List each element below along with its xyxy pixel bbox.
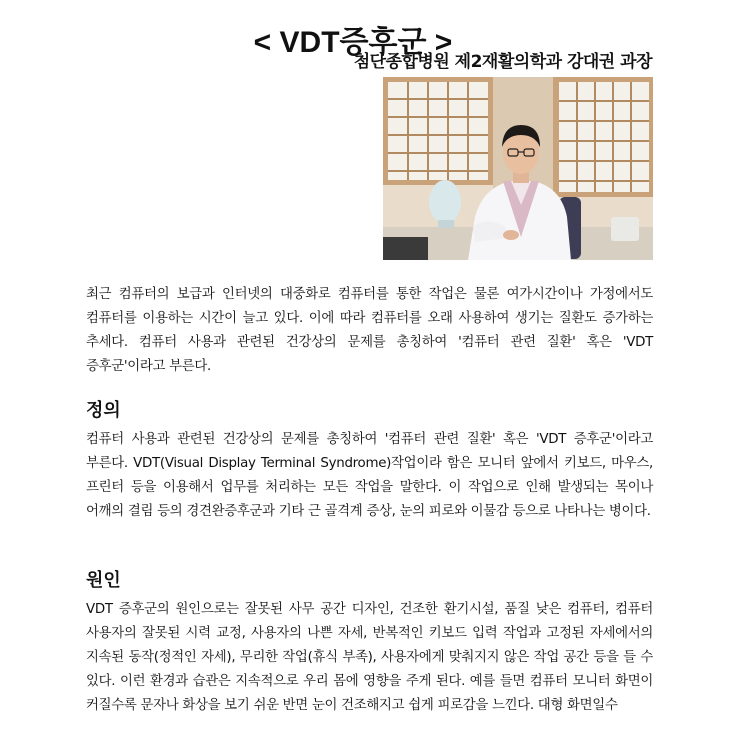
intro-paragraph: 최근 컴퓨터의 보급과 인터넷의 대중화로 컴퓨터를 통한 작업은 물론 여가시간이나 가정에서도 컴퓨터를 이용하는 시간이 늘고 있다. 이에 따라 컴퓨터를 오래 사용하여 생기는 질환도 증가하는 추세다. 컴퓨터 사용과 관련된 건강상의 문제를 총칭하여 '컴퓨터 관련 질환' 혹은 'VDT 증후군'이라고 부른다.: [86, 287, 653, 374]
author-line: 첨단종합병원 제2재활의학과 강대권 과장: [353, 52, 652, 72]
section-heading-definition: 정의: [86, 400, 121, 421]
document-title: < VDT증후군 >: [253, 26, 453, 60]
doctor-photo-illustration: [383, 77, 653, 260]
section-heading-cause: 원인: [86, 570, 121, 591]
doctor-photo: [383, 77, 653, 260]
cause-paragraph: VDT 증후군의 원인으로는 잘못된 사무 공간 디자인, 건조한 환기시설, 품질 낮은 컴퓨터, 컴퓨터 사용자의 잘못된 시력 교정, 사용자의 나쁜 자세, 반복적인 키보드 입력 작업과 고정된 자세에서의 지속된 동작(정적인 자세), 무리한 작업(휴식 부족), 사용자에게 맞춰지지 않은 작업 공간 등을 들 수 있다. 이런 환경과 습관은 지속적으로 우리 몸에 영향을 주게 된다. 예를 들면 컴퓨터 모니터 화면이 커질수록 문자나 화상을 보기 쉬운 반면 눈이 건조해지고 쉽게 피로감을 느낀다. 대형 화면일수: [86, 602, 653, 713]
definition-paragraph: 컴퓨터 사용과 관련된 건강상의 문제를 총칭하여 '컴퓨터 관련 질환' 혹은 'VDT 증후군'이라고 부른다. VDT(Visual Display Terminal Syndrome)작업이라 함은 모니터 앞에서 키보드, 마우스, 프린터 등을 이용해서 업무를 처리하는 모든 작업을 말한다. 이 작업으로 인해 발생되는 목이나 어깨의 결림 등의 경견완증후군과 기타 근 골격계 증상, 눈의 피로와 이물감 등으로 나타나는 병이다.: [86, 432, 653, 519]
